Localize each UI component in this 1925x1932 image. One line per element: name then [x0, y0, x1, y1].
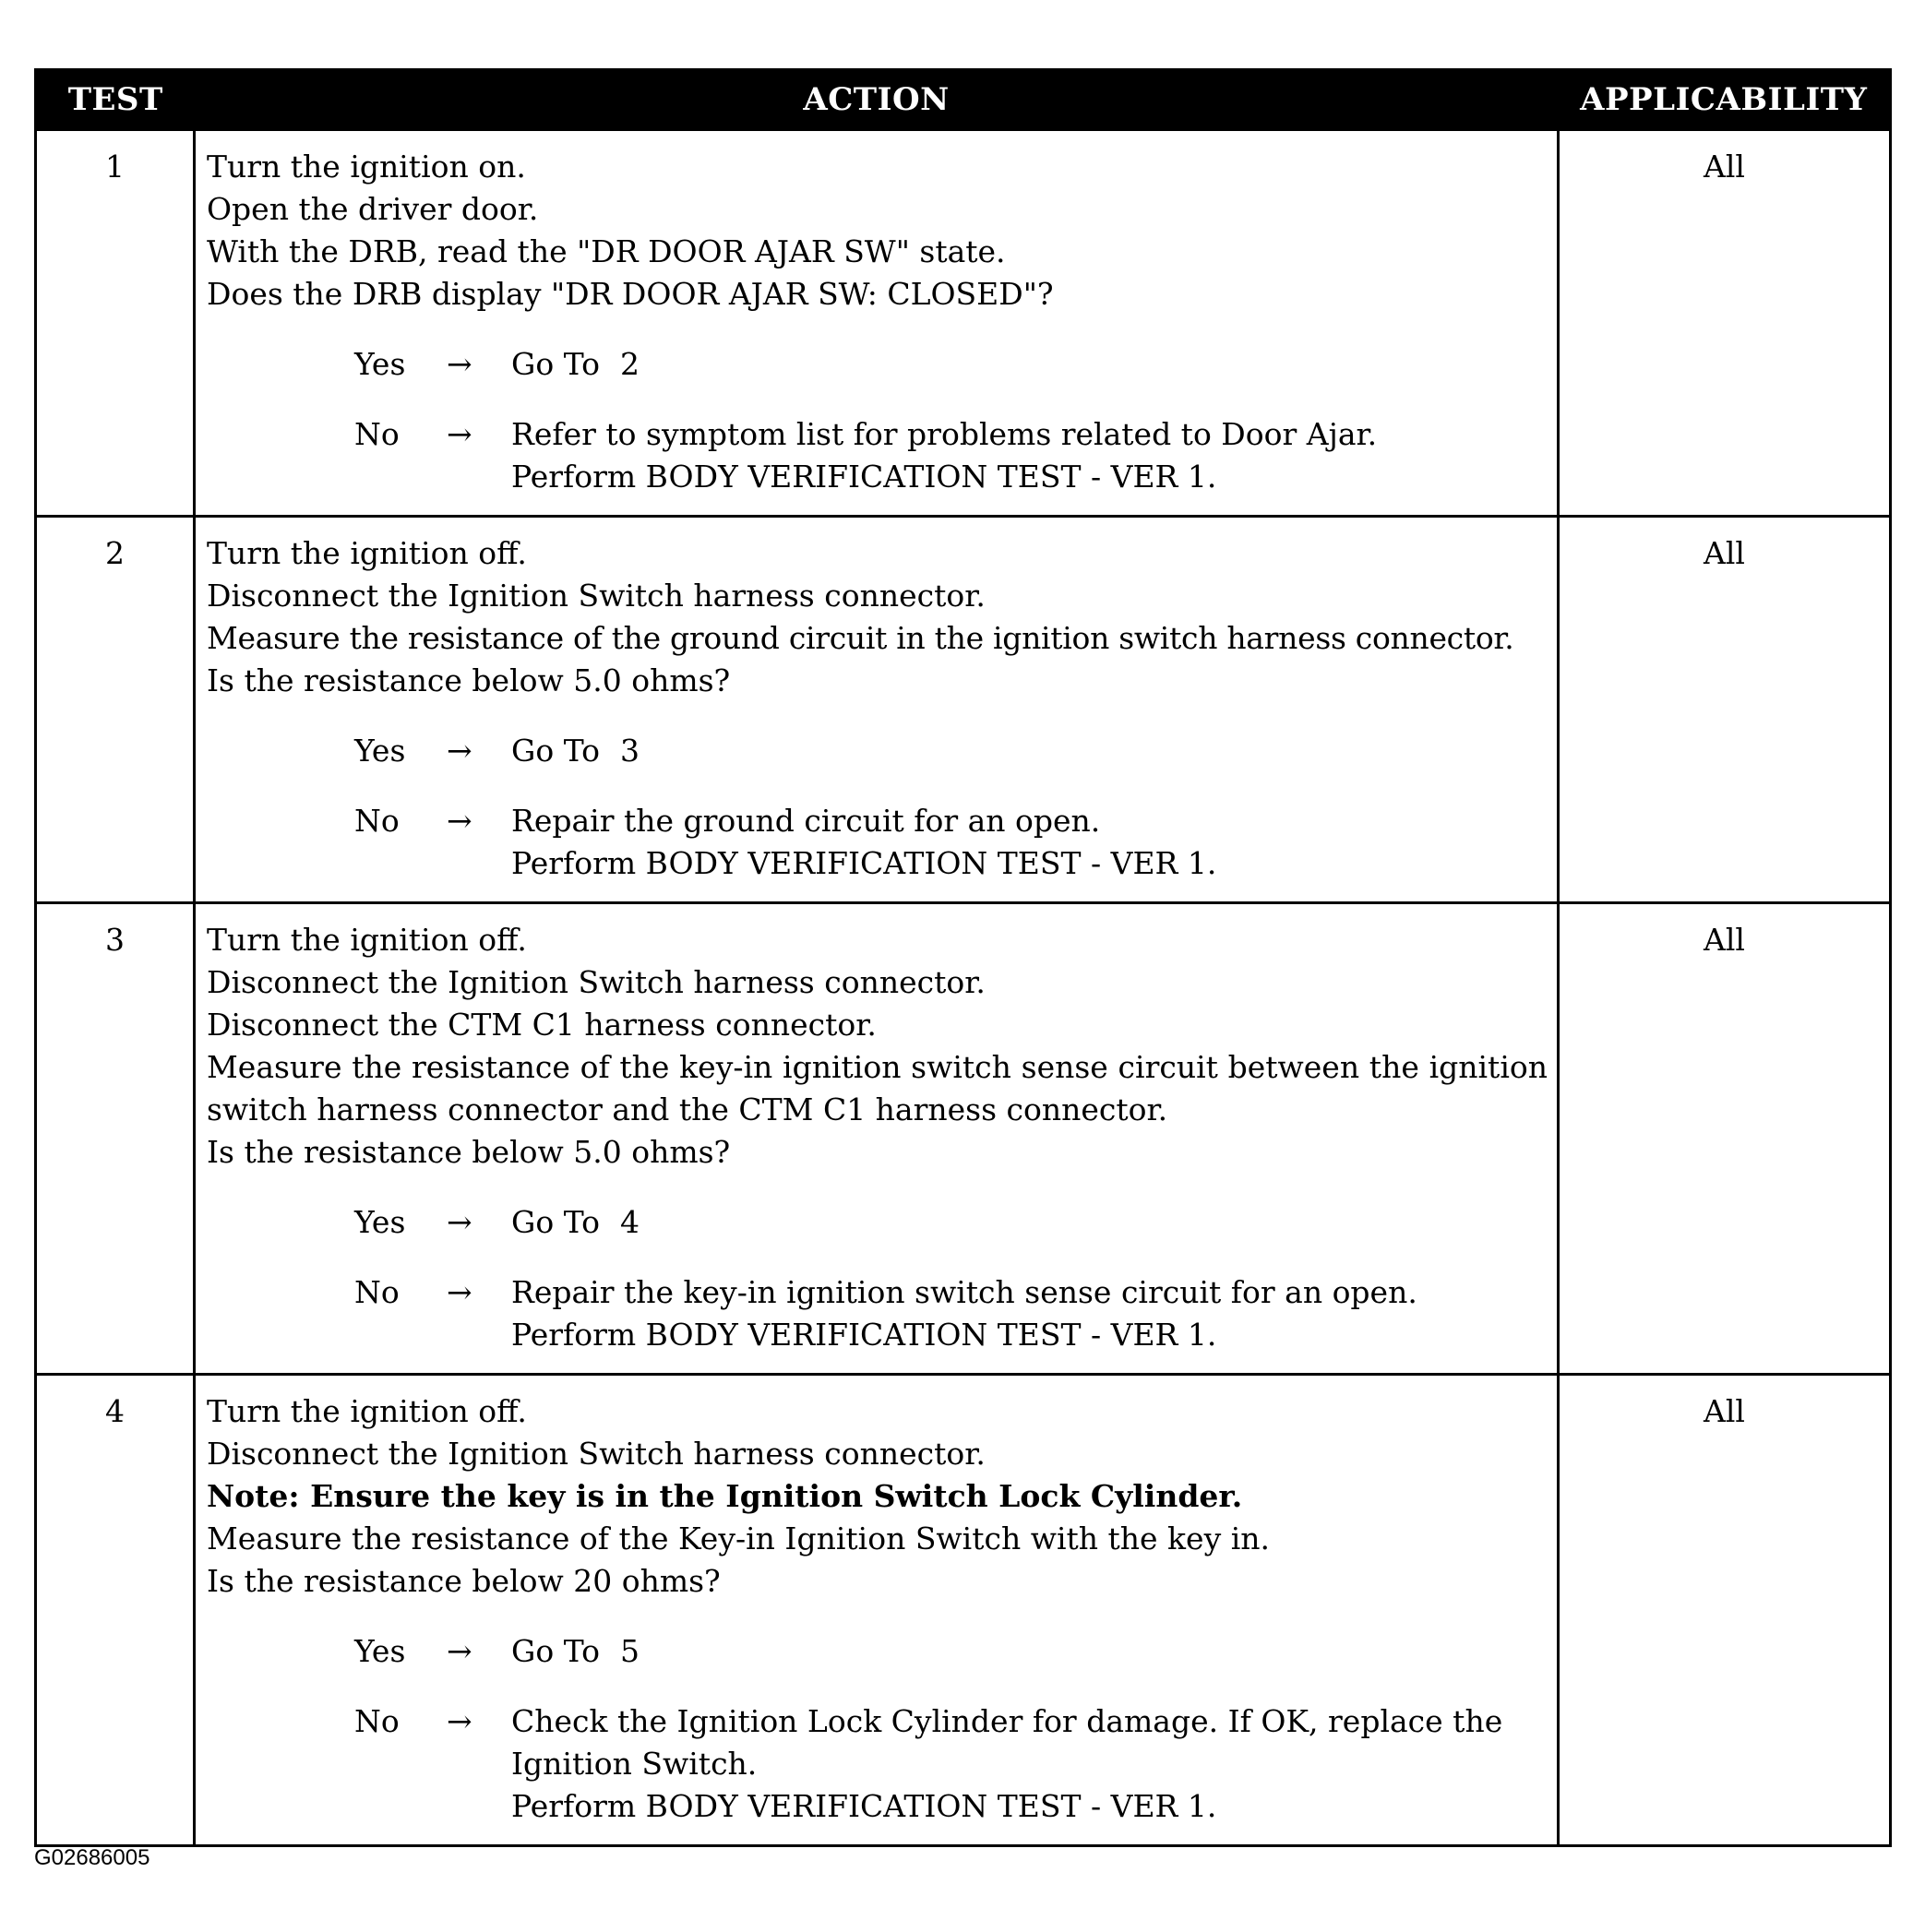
no-label: No [354, 416, 400, 452]
action-step: Measure the resistance of the Key-in Ignition Switch with the key in. [207, 1521, 1271, 1556]
goto-number: 2 [620, 346, 640, 382]
action-step: Turn the ignition on. [207, 149, 526, 185]
right-arrow-icon: → [447, 346, 472, 382]
test-number: 3 [36, 903, 195, 1375]
no-action-line: Repair the ground circuit for an open. [511, 803, 1101, 839]
diagnostic-test-table [34, 68, 1892, 1847]
no-action-line: Repair the key-in ignition switch sense circuit for an open. [511, 1274, 1417, 1310]
no-result [354, 800, 1548, 885]
figure-code: G02686005 [34, 1845, 150, 1870]
applicability-cell: All [1559, 1375, 1891, 1846]
header-action: ACTION [195, 70, 1559, 130]
header-test: TEST [36, 70, 195, 130]
goto-label: Go To [511, 733, 601, 769]
right-arrow-icon: → [447, 416, 472, 452]
right-arrow-icon: → [447, 1274, 472, 1310]
action-cell [195, 130, 1559, 517]
action-step: Measure the resistance of the ground circuit in the ignition switch harness connector. [207, 620, 1514, 656]
no-action-line: Perform BODY VERIFICATION TEST - VER 1. [511, 1788, 1217, 1824]
goto-label: Go To [511, 346, 601, 382]
test-number: 1 [36, 130, 195, 517]
action-cell [195, 1375, 1559, 1846]
yes-label: Yes [354, 733, 406, 769]
goto-number: 4 [620, 1204, 640, 1240]
action-step: Is the resistance below 5.0 ohms? [207, 1134, 731, 1170]
action-step: With the DRB, read the "DR DOOR AJAR SW" state. [207, 233, 1006, 269]
right-arrow-icon: → [447, 1703, 472, 1739]
action-step: Turn the ignition off. [207, 1393, 527, 1429]
action-step: Is the resistance below 5.0 ohms? [207, 662, 731, 698]
test-number: 2 [36, 517, 195, 903]
action-step: Disconnect the Ignition Switch harness connector. [207, 1436, 986, 1472]
yes-result [354, 730, 1548, 772]
no-action-line: Check the Ignition Lock Cylinder for damage. If OK, replace the Ignition Switch. [511, 1703, 1503, 1782]
action-cell [195, 517, 1559, 903]
test-row-1 [36, 130, 1891, 517]
no-result [354, 1271, 1548, 1356]
test-number: 4 [36, 1375, 195, 1846]
action-step: Open the driver door. [207, 191, 539, 227]
test-row-2 [36, 517, 1891, 903]
no-result [354, 413, 1548, 498]
right-arrow-icon: → [447, 803, 472, 839]
yes-result [354, 343, 1548, 386]
no-label: No [354, 803, 400, 839]
action-step: Turn the ignition off. [207, 922, 527, 958]
right-arrow-icon: → [447, 1204, 472, 1240]
goto-number: 5 [620, 1633, 640, 1669]
no-action-line: Perform BODY VERIFICATION TEST - VER 1. [511, 1317, 1217, 1353]
action-step: Does the DRB display "DR DOOR AJAR SW: CLOSED"? [207, 276, 1054, 312]
no-action-line: Refer to symptom list for problems related to Door Ajar. [511, 416, 1378, 452]
action-step: Measure the resistance of the key-in ignition switch sense circuit between the ignition switch harness connector and the CTM C1 harness connector. [207, 1049, 1548, 1127]
note-text: Note: Ensure the key is in the Ignition Switch Lock Cylinder. [207, 1478, 1243, 1514]
right-arrow-icon: → [447, 1633, 472, 1669]
applicability-cell: All [1559, 517, 1891, 903]
no-action-line: Perform BODY VERIFICATION TEST - VER 1. [511, 845, 1217, 881]
yes-label: Yes [354, 1204, 406, 1240]
action-step: Disconnect the Ignition Switch harness connector. [207, 578, 986, 614]
action-step: Is the resistance below 20 ohms? [207, 1563, 721, 1599]
yes-result [354, 1630, 1548, 1673]
test-row-3 [36, 903, 1891, 1375]
goto-number: 3 [620, 733, 640, 769]
no-label: No [354, 1274, 400, 1310]
action-step: Disconnect the CTM C1 harness connector. [207, 1007, 877, 1043]
header-applicability: APPLICABILITY [1559, 70, 1891, 130]
table-header [36, 70, 1891, 130]
applicability-cell: All [1559, 130, 1891, 517]
test-row-4 [36, 1375, 1891, 1846]
yes-label: Yes [354, 1633, 406, 1669]
applicability-cell: All [1559, 903, 1891, 1375]
yes-result [354, 1201, 1548, 1244]
goto-label: Go To [511, 1633, 601, 1669]
action-cell [195, 903, 1559, 1375]
no-label: No [354, 1703, 400, 1739]
no-action-line: Perform BODY VERIFICATION TEST - VER 1. [511, 459, 1217, 495]
right-arrow-icon: → [447, 733, 472, 769]
yes-label: Yes [354, 346, 406, 382]
no-result [354, 1700, 1548, 1828]
goto-label: Go To [511, 1204, 601, 1240]
action-step: Turn the ignition off. [207, 535, 527, 571]
action-step: Disconnect the Ignition Switch harness connector. [207, 964, 986, 1000]
